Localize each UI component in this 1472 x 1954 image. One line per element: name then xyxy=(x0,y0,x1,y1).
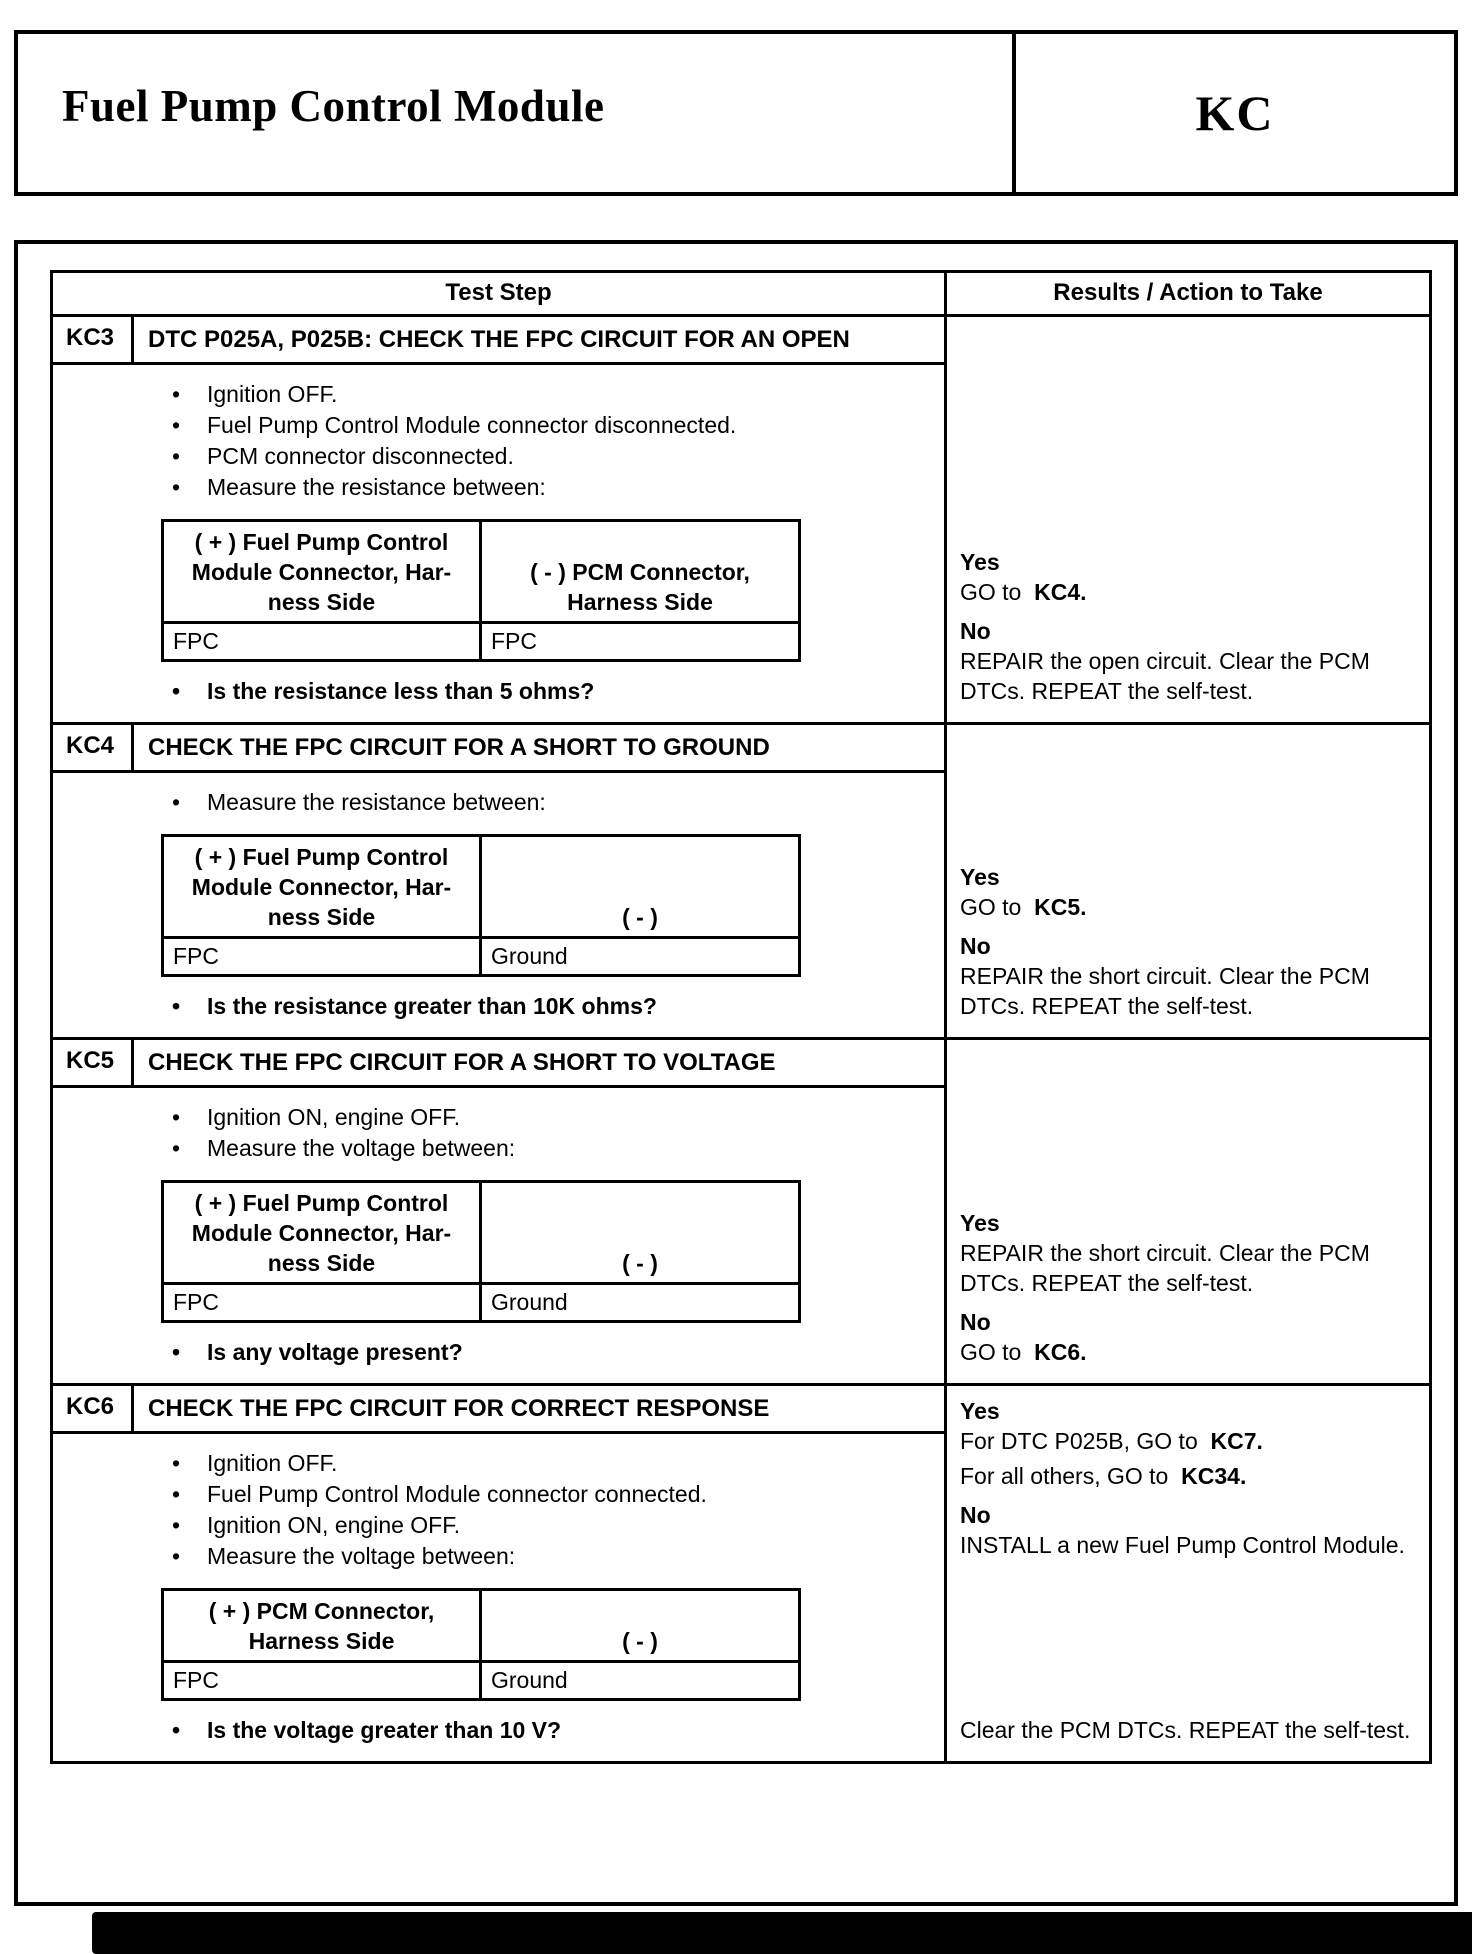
action-text: For all others, GO to xyxy=(960,1463,1169,1489)
step-question: • Is the voltage greater than 10 V? xyxy=(53,1715,944,1745)
step-kc5-results xyxy=(947,1040,1429,1383)
pin-cell: Ground xyxy=(491,943,568,969)
step-title: DTC P025A, P025B: CHECK THE FPC CIRCUIT FOR AN OPEN xyxy=(148,326,850,353)
step-kc3-results xyxy=(947,317,1429,722)
header-line: Module Connector, Har- xyxy=(191,559,452,585)
header-line: ( + ) Fuel Pump Control xyxy=(194,844,449,870)
no-action: INSTALL a new Fuel Pump Control Module. xyxy=(960,1532,1405,1558)
pin-cell: Ground xyxy=(491,1289,568,1315)
no-label: No xyxy=(960,1309,991,1335)
connector-table-header xyxy=(164,522,798,621)
header-line: ness Side xyxy=(267,1250,376,1276)
connector-table xyxy=(161,1588,801,1701)
header-line: ( + ) Fuel Pump Control xyxy=(194,529,449,555)
bullet-item: • Ignition OFF. xyxy=(53,1448,944,1479)
header-line: ( + ) PCM Connector, xyxy=(208,1598,435,1624)
pin-cell: FPC xyxy=(164,624,482,659)
pin-cell: FPC xyxy=(164,1285,482,1320)
minus-connector-header xyxy=(482,837,798,936)
pin-cell: FPC xyxy=(164,1663,482,1698)
step-row-kc4 xyxy=(53,722,1429,1037)
action-text: For DTC P025B, GO to xyxy=(960,1428,1198,1454)
bullet-item: • Ignition ON, engine OFF. xyxy=(53,1510,944,1541)
step-id: KC6 xyxy=(53,1386,134,1431)
header-line: ( + ) Fuel Pump Control xyxy=(194,1190,449,1216)
minus-connector-header xyxy=(482,1183,798,1282)
step-title: CHECK THE FPC CIRCUIT FOR A SHORT TO VOLTAGE xyxy=(148,1049,776,1076)
connector-table-header xyxy=(164,1183,798,1282)
col-header-results: Results / Action to Take xyxy=(1053,279,1323,306)
step-id: KC5 xyxy=(53,1040,134,1085)
step-kc5-title-band xyxy=(53,1040,944,1088)
step-kc4-title-band xyxy=(53,725,944,773)
bullet-item: • Measure the resistance between: xyxy=(53,787,944,818)
step-row-kc5 xyxy=(53,1037,1429,1383)
bullet-list xyxy=(53,1102,944,1164)
yes-label: Yes xyxy=(960,1210,1000,1236)
plus-connector-header xyxy=(164,1183,482,1282)
minus-connector-header xyxy=(482,1591,798,1660)
header-line: Harness Side xyxy=(567,589,713,615)
connector-table xyxy=(161,519,801,662)
col-header-test-step: Test Step xyxy=(53,273,947,314)
header-line: Module Connector, Har- xyxy=(191,874,452,900)
results-footer: Clear the PCM DTCs. REPEAT the self-test. xyxy=(960,1717,1411,1743)
step-kc4-content xyxy=(53,773,944,1037)
step-kc5-content xyxy=(53,1088,944,1383)
pinpoint-test-table xyxy=(50,270,1432,1764)
connector-table-row xyxy=(164,1660,798,1698)
step-title: CHECK THE FPC CIRCUIT FOR A SHORT TO GROUND xyxy=(148,734,770,761)
step-row-kc6 xyxy=(53,1383,1429,1761)
step-question: • Is the resistance greater than 10K ohms? xyxy=(53,991,944,1021)
bullet-item: • PCM connector disconnected. xyxy=(53,441,944,472)
no-action: REPAIR the open circuit. Clear the PCM DTCs. REPEAT the self-test. xyxy=(960,648,1370,704)
step-kc3-content xyxy=(53,365,944,722)
header-line: ness Side xyxy=(267,904,376,930)
plus-connector-header xyxy=(164,522,482,621)
step-row-kc3 xyxy=(53,317,1429,722)
step-kc5-test-step xyxy=(53,1040,947,1383)
bullet-item: • Measure the voltage between: xyxy=(53,1133,944,1164)
connector-table xyxy=(161,834,801,977)
step-kc3-test-step xyxy=(53,317,947,722)
bullet-item: • Measure the resistance between: xyxy=(53,472,944,503)
header-line: Module Connector, Har- xyxy=(191,1220,452,1246)
action-text: GO to xyxy=(960,894,1022,920)
step-ref: KC5. xyxy=(1034,894,1087,920)
step-kc6-title-band xyxy=(53,1386,944,1434)
step-kc6-test-step xyxy=(53,1386,947,1761)
step-kc3-title-band xyxy=(53,317,944,365)
step-ref: KC34. xyxy=(1181,1463,1247,1489)
header-line: Harness Side xyxy=(248,1628,395,1654)
pin-cell: FPC xyxy=(491,628,537,654)
connector-table-row xyxy=(164,936,798,974)
step-kc6-content xyxy=(53,1434,944,1761)
step-kc6-results xyxy=(947,1386,1429,1761)
bullet-list xyxy=(53,787,944,818)
step-ref: KC7. xyxy=(1210,1428,1263,1454)
page-bottom-scan-bar xyxy=(92,1912,1472,1954)
connector-table-header xyxy=(164,837,798,936)
no-action xyxy=(960,1337,1421,1367)
yes-action-2 xyxy=(960,1461,1421,1491)
connector-table-row xyxy=(164,621,798,659)
step-question: • Is any voltage present? xyxy=(53,1337,944,1367)
action-text: GO to xyxy=(960,1339,1022,1365)
bullet-list xyxy=(53,1448,944,1572)
step-ref: KC6. xyxy=(1034,1339,1087,1365)
bullet-item: • Measure the voltage between: xyxy=(53,1541,944,1572)
header-line: ( - ) PCM Connector, xyxy=(530,559,750,585)
step-ref: KC4. xyxy=(1034,579,1087,605)
step-title: CHECK THE FPC CIRCUIT FOR CORRECT RESPONSE xyxy=(148,1395,770,1422)
yes-action-1 xyxy=(960,1426,1421,1456)
step-kc4-test-step xyxy=(53,725,947,1037)
no-label: No xyxy=(960,933,991,959)
minus-connector-header xyxy=(482,522,798,621)
header-line: ( - ) xyxy=(622,1250,658,1276)
connector-table xyxy=(161,1180,801,1323)
plus-connector-header xyxy=(164,1591,482,1660)
step-question: • Is the resistance less than 5 ohms? xyxy=(53,676,944,706)
header-line: ness Side xyxy=(267,589,376,615)
connector-table-row xyxy=(164,1282,798,1320)
no-action: REPAIR the short circuit. Clear the PCM DTCs. REPEAT the self-test. xyxy=(960,963,1370,1019)
plus-connector-header xyxy=(164,837,482,936)
table-header-row xyxy=(53,273,1429,317)
yes-label: Yes xyxy=(960,864,1000,890)
bullet-item: • Fuel Pump Control Module connector disconnected. xyxy=(53,410,944,441)
bullet-item: • Ignition ON, engine OFF. xyxy=(53,1102,944,1133)
header-line: ( - ) xyxy=(622,904,658,930)
bullet-item: • Fuel Pump Control Module connector connected. xyxy=(53,1479,944,1510)
no-label: No xyxy=(960,618,991,644)
yes-label: Yes xyxy=(960,1398,1000,1424)
content-box xyxy=(14,240,1458,1906)
step-kc4-results xyxy=(947,725,1429,1037)
action-text: GO to xyxy=(960,579,1022,605)
pin-cell: Ground xyxy=(491,1667,568,1693)
pin-cell: FPC xyxy=(164,939,482,974)
bullet-list xyxy=(53,379,944,503)
header-line: ( - ) xyxy=(622,1628,658,1654)
yes-label: Yes xyxy=(960,549,1000,575)
page-header xyxy=(14,30,1458,196)
yes-action xyxy=(960,577,1421,607)
no-label: No xyxy=(960,1502,991,1528)
page-title: Fuel Pump Control Module xyxy=(62,81,605,131)
connector-table-header xyxy=(164,1591,798,1660)
step-id: KC4 xyxy=(53,725,134,770)
step-id: KC3 xyxy=(53,317,134,362)
section-code: KC xyxy=(1012,34,1454,192)
yes-action: REPAIR the short circuit. Clear the PCM DTCs. REPEAT the self-test. xyxy=(960,1240,1370,1296)
yes-action xyxy=(960,892,1421,922)
bullet-item: • Ignition OFF. xyxy=(53,379,944,410)
